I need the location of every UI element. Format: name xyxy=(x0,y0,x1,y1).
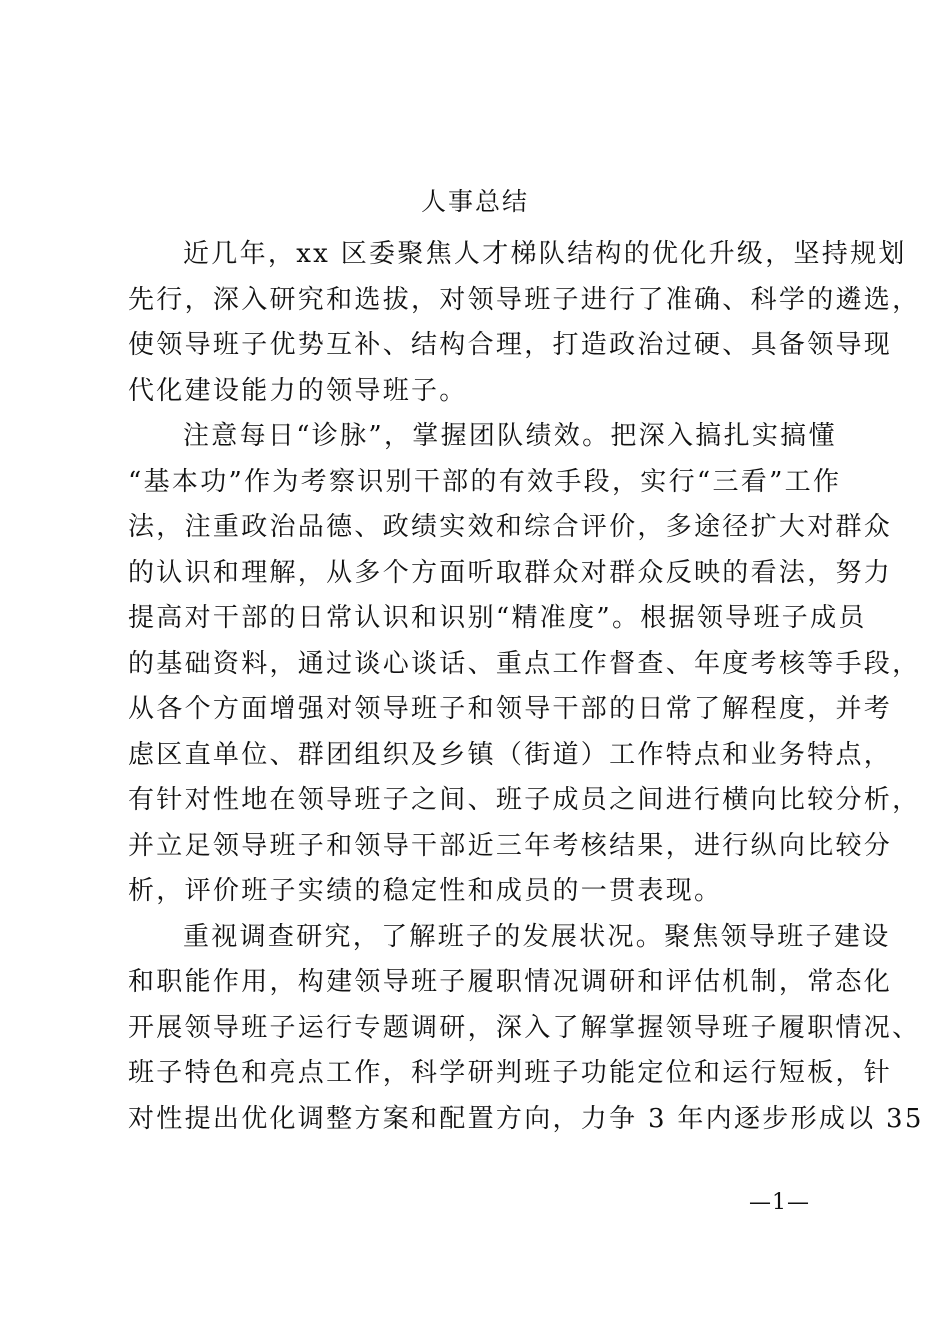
paragraph-2-line-8: 虑区直单位、群团组织及乡镇（街道）工作特点和业务特点， xyxy=(128,739,893,770)
paragraph-2-line-5: 提高对干部的日常认识和识别“精准度”。根据领导班子成员 xyxy=(128,603,867,633)
paragraph-1-line-4: 代化建设能力的领导班子。 xyxy=(128,375,468,406)
paragraph-3-line-2: 和职能作用，构建领导班子履职情况调研和评估机制，常态化 xyxy=(128,967,893,997)
document-body xyxy=(128,232,924,1142)
paragraph-2-line-4: 的认识和理解，从多个方面听取群众对群众反映的看法，努力 xyxy=(128,557,893,588)
page-number: —1— xyxy=(749,1190,810,1215)
paragraph-2-line-9: 有针对性地在领导班子之间、班子成员之间进行横向比较分析， xyxy=(128,785,921,815)
paragraph-2-line-3: 法，注重政治品德、政绩实效和综合评价，多途径扩大对群众 xyxy=(128,512,893,542)
paragraph-2-line-10: 并立足领导班子和领导干部近三年考核结果，进行纵向比较分 xyxy=(128,830,893,861)
paragraph-1-line-1: 近几年，xx 区委聚焦人才梯队结构的优化升级，坚持规划 xyxy=(183,239,907,269)
paragraph-1-line-3: 使领导班子优势互补、结构合理，打造政治过硬、具备领导现 xyxy=(128,330,893,360)
paragraph-2-line-2: “基本功”作为考察识别干部的有效手段，实行“三看”工作 xyxy=(128,466,842,497)
document-title: 人事总结 xyxy=(420,187,529,216)
paragraph-2-line-6: 的基础资料，通过谈心谈话、重点工作督查、年度考核等手段， xyxy=(128,648,921,679)
paragraph-2-line-7: 从各个方面增强对领导班子和领导干部的日常了解程度，并考 xyxy=(128,694,893,724)
paragraph-3-line-4: 班子特色和亮点工作，科学研判班子功能定位和运行短板，针 xyxy=(128,1058,893,1088)
paragraph-1-line-2: 先行，深入研究和选拔，对领导班子进行了准确、科学的遴选， xyxy=(128,284,921,315)
paragraph-3-line-3: 开展领导班子运行专题调研，深入了解掌握领导班子履职情况、 xyxy=(128,1012,921,1043)
paragraph-3-line-1: 重视调查研究，了解班子的发展状况。聚焦领导班子建设 xyxy=(183,921,891,952)
paragraph-3-line-5: 对性提出优化调整方案和配置方向，力争 3 年内逐步形成以 35 xyxy=(128,1103,924,1134)
paragraph-2-line-1: 注意每日“诊脉”，掌握团队绩效。把深入搞扎实搞懂 xyxy=(183,421,837,451)
paragraph-2-line-11: 析，评价班子实绩的稳定性和成员的一贯表现。 xyxy=(128,876,723,906)
